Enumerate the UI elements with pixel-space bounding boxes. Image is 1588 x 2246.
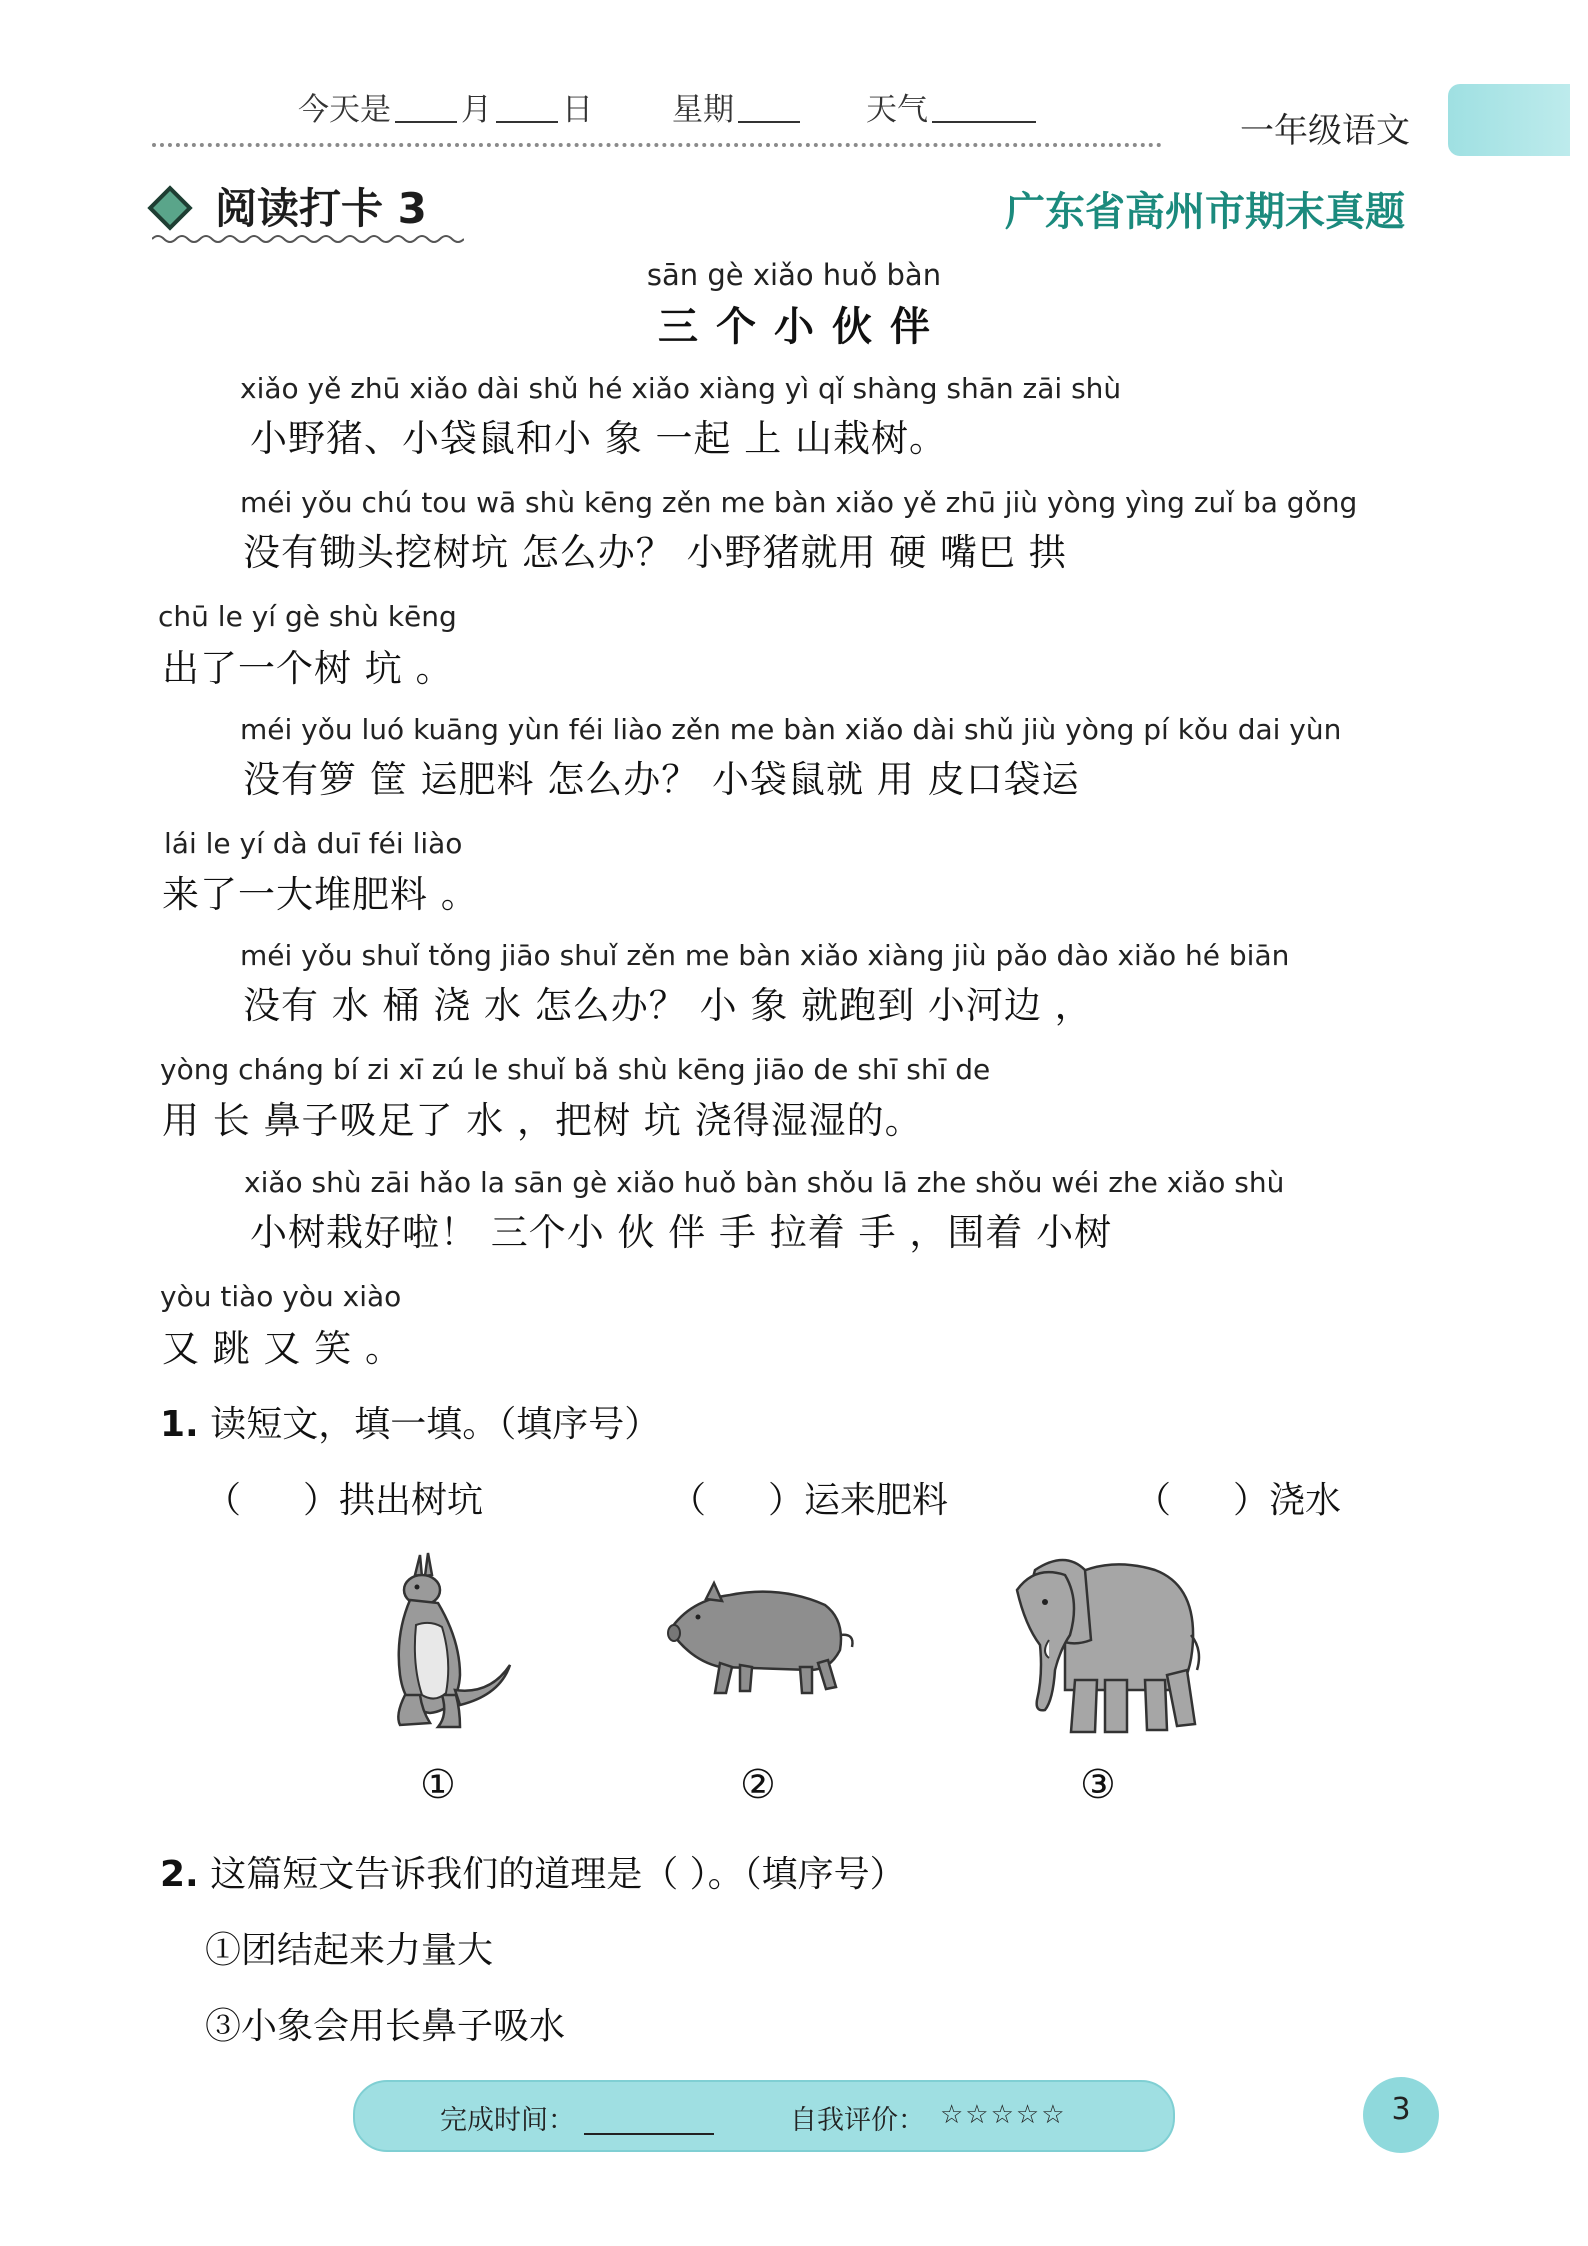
kangaroo-number: ① (420, 1762, 456, 1808)
open-paren: （ (1135, 1480, 1172, 1521)
story-line-pinyin: lái le yí dà duī féi liào (164, 827, 463, 860)
source-title: 广东省高州市期末真题 (1005, 189, 1405, 235)
story-line-pinyin: xiǎo yě zhū xiǎo dài shǔ hé xiǎo xiàng yì qǐ shàng shān zāi shù (240, 372, 1122, 405)
month-blank[interactable] (395, 121, 457, 123)
elephant-illustration (1005, 1540, 1205, 1740)
blank-option-3 (1135, 1472, 1341, 1523)
story-line: 没有锄头挖树坑 怎么办？ 小野猪就用 硬 嘴巴 拱 (243, 531, 1067, 574)
day-label: 日 (562, 92, 593, 128)
question-1-number: 1. (160, 1404, 199, 1445)
question-2-number: 2. (160, 1854, 199, 1895)
story-line-pinyin: chū le yí gè shù kēng (158, 600, 457, 633)
story-title: 三个小伙伴 (658, 303, 948, 350)
boar-number: ② (740, 1762, 776, 1808)
story-line-pinyin: méi yǒu chú tou wā shù kēng zěn me bàn xiǎo yě zhū jiù yòng yìng zuǐ ba gǒng (240, 486, 1358, 519)
elephant-number: ③ (1080, 1762, 1116, 1808)
self-rating-label: 自我评价： (790, 2105, 925, 2136)
header-weather (866, 84, 1040, 129)
story-line-pinyin: xiǎo shù zāi hǎo la sān gè xiǎo huǒ bàn shǒu lā zhe shǒu wéi zhe xiǎo shù (244, 1166, 1285, 1199)
weather-blank[interactable] (932, 121, 1036, 123)
story-line: 来了一大堆肥料 。 (162, 873, 479, 916)
month-label: 月 (461, 92, 492, 128)
completion-time-label: 完成时间： (440, 2105, 575, 2136)
close-paren: ） (303, 1480, 340, 1521)
blank-option-text: 运来肥料 (804, 1480, 949, 1521)
weekday-blank[interactable] (738, 121, 800, 123)
question-2-option: ①团结起来力量大 (205, 1930, 494, 1971)
story-line: 小树栽好啦！ 三个小 伙 伴 手 拉着 手 ，围着 小树 (250, 1211, 1113, 1254)
weather-label: 天气 (866, 92, 928, 128)
weekday-label: 星期 (672, 92, 734, 128)
header-weekday (672, 84, 804, 129)
header-divider (152, 143, 1162, 147)
story-line-pinyin: méi yǒu luó kuāng yùn féi liào zěn me bàn xiǎo dài shǔ jiù yòng pí kǒu dai yùn (240, 713, 1342, 746)
rating-stars[interactable]: ☆☆☆☆☆ (940, 2100, 1067, 2130)
section-title: 阅读打卡 3 (215, 184, 427, 233)
story-line: 没有箩 筐 运肥料 怎么办？ 小袋鼠就 用 皮口袋运 (243, 758, 1080, 801)
wavy-underline (152, 232, 464, 246)
story-line: 又 跳 又 笑 。 (162, 1327, 404, 1370)
open-paren: （ (205, 1480, 242, 1521)
grade-subject: 一年级语文 (1240, 111, 1410, 151)
diamond-icon (147, 185, 192, 230)
story-line: 没有 水 桶 浇 水 怎么办？ 小 象 就跑到 小河边 ， (243, 984, 1093, 1027)
day-blank[interactable] (496, 121, 558, 123)
story-line-pinyin: méi yǒu shuǐ tǒng jiāo shuǐ zěn me bàn xiǎo xiàng jiù pǎo dào xiǎo hé biān (240, 939, 1290, 972)
page-number: 3 (1363, 2077, 1439, 2153)
story-line-pinyin: yòu tiào yòu xiào (160, 1280, 402, 1313)
close-paren: ） (1233, 1480, 1270, 1521)
question-2-prompt: 这篇短文告诉我们的道理是（ ）。（填序号） (210, 1854, 906, 1895)
header-date-line (298, 84, 593, 129)
question-1 (160, 1396, 660, 1447)
blank-option-1 (205, 1472, 483, 1523)
boar-illustration (660, 1575, 860, 1705)
blank-option-2 (670, 1472, 948, 1523)
grade-tab (1448, 84, 1570, 156)
story-line-pinyin: yòng cháng bí zi xī zú le shuǐ bǎ shù kēng jiāo de shī shī de (160, 1053, 991, 1086)
question-1-prompt: 读短文，填一填。（填序号） (210, 1404, 661, 1445)
blank-option-text: 浇水 (1269, 1480, 1342, 1521)
story-line: 出了一个树 坑 。 (162, 647, 454, 690)
story-line: 小野猪、小袋鼠和小 象 一起 上 山栽树。 (250, 417, 948, 460)
question-2-option: ③小象会用长鼻子吸水 (205, 2006, 566, 2047)
question-2 (160, 1846, 906, 1897)
kangaroo-illustration (360, 1545, 520, 1735)
story-title-pinyin: sān gè xiǎo huǒ bàn (646, 258, 942, 292)
close-paren: ） (768, 1480, 805, 1521)
open-paren: （ (670, 1480, 707, 1521)
blank-option-text: 拱出树坑 (339, 1480, 484, 1521)
date-today-label: 今天是 (298, 92, 391, 128)
completion-time-blank[interactable] (584, 2133, 714, 2135)
story-line: 用 长 鼻子吸足了 水 ，把树 坑 浇得湿湿的。 (162, 1099, 923, 1142)
